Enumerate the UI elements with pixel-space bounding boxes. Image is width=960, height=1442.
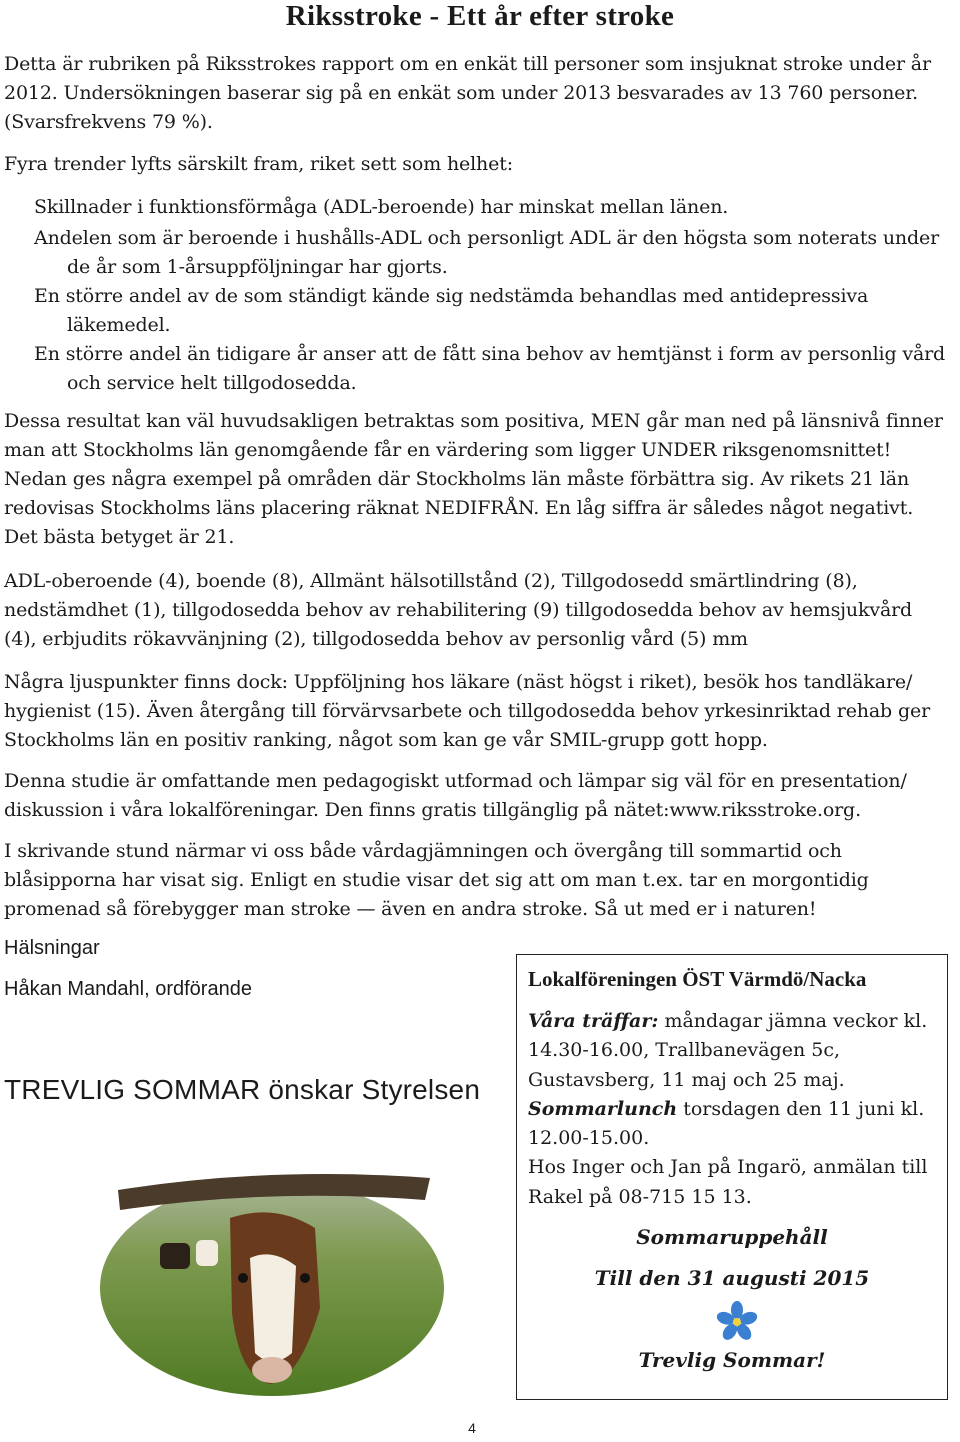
lunch-label: Sommarlunch	[528, 1097, 678, 1120]
trends-intro: Fyra trender lyfts särskilt fram, riket sett som helhet:	[4, 153, 513, 175]
closing-wish: TREVLIG SOMMAR önskar Styrelsen	[4, 1074, 481, 1105]
results-paragraph: Dessa resultat kan väl huvudsakligen betraktas som positiva, MEN går man ned på länsnivå finner man att Stockholms län genomgående får en värdering som ligger UNDER riksgenomsnittet! Nedan ges några exempel på områden där Stockholms län måste förbättra sig. Av rikets 21 län redovisas Stockholms läns placering räknat NEDIFRÅN. En låg siffra är således något negativt. Det bästa betyget är 21.	[4, 410, 943, 548]
highlights-paragraph: Några ljuspunkter finns dock: Uppföljning hos läkare (näst högst i riket), besök hos tandläkare/ hygienist (15). Även återgång till förvärvsarbete och tillgodosedda behov yrkesinriktad rehab ger Stockholms län en positiv ranking, något som kan ge vår SMIL-grupp gott hopp.	[4, 671, 930, 751]
trend-item: En större andel än tidigare år anser att de fått sina behov av hemtjänst i form av personlig vård och service helt tillgodosedda.	[34, 343, 946, 394]
signature: Håkan Mandahl, ordförande	[4, 978, 252, 1000]
trend-item: Andelen som är beroende i hushålls-ADL och personligt ADL är den högsta som noterats under de år som 1-årsuppföljningar har gjorts.	[34, 227, 940, 278]
greeting: Hälsningar	[4, 937, 100, 959]
summer-paragraph: I skrivande stund närmar vi oss både vårdagjämningen och övergång till sommartid och blåsipporna har visat sig. Enligt en studie visar det sig att om man t.ex. tar en morgontidig promenad så förebygger man stroke — även en andra stroke. Så ut med er i naturen!	[4, 840, 869, 920]
calf-image	[100, 1148, 445, 1396]
intro-paragraph: Detta är rubriken på Riksstrokes rapport om en enkät till personer som insjuknat stroke under år 2012. Undersökningen baserar sig på en enkät som under 2013 besvarades av 13 760 personer. (Svarsfrekvens 79 %).	[4, 53, 931, 133]
box-heading: Lokalföreningen ÖST Värmdö/Nacka	[528, 967, 867, 991]
blue-flower-icon	[715, 1300, 759, 1344]
page-title: Riksstroke - Ett år efter stroke	[285, 0, 675, 32]
meetings-text: måndagar jämna veckor kl. 14.30-16.00, Trallbanevägen 5c, Gustavsberg, 11 maj och 25 maj.	[528, 1010, 928, 1091]
local-association-box	[516, 954, 948, 1400]
meetings-label: Våra träffar:	[528, 1010, 659, 1032]
wish-text: Trevlig Sommar!	[638, 1348, 826, 1372]
summer-break-until: Till den 31 augusti 2015	[594, 1266, 870, 1290]
lunch-place: Hos Inger och Jan på Ingarö, anmälan till Rakel på 08-715 15 13.	[528, 1156, 928, 1208]
trend-item: En större andel av de som ständigt kände sig nedstämda behandlas med antidepressiva läkemedel.	[34, 285, 869, 336]
box-body	[528, 1007, 938, 1212]
page-number: 4	[468, 1420, 476, 1436]
summer-break-title: Sommaruppehåll	[636, 1225, 828, 1249]
lunch-text: torsdagen den 11 juni kl. 12.00-15.00.	[528, 1097, 925, 1150]
ranking-list-paragraph: ADL-oberoende (4), boende (8), Allmänt hälsotillstånd (2), Tillgodosedd smärtlindring (8), nedstämdhet (1), tillgodosedda behov av rehabilitering (9) tillgodosedda behov av hemsjukvård (4), erbjudits rökavvänjning (2), tillgodosedda behov av personlig vård (5) mm	[4, 570, 913, 650]
trend-item: Skillnader i funktionsförmåga (ADL-beroende) har minskat mellan länen.	[34, 196, 729, 218]
study-paragraph: Denna studie är omfattande men pedagogiskt utformad och lämpar sig väl för en presentation/ diskussion i våra lokalföreningar. Den finns gratis tillgänglig på nätet:www.riksstroke.org.	[4, 770, 907, 821]
calf-photo	[100, 1148, 445, 1396]
